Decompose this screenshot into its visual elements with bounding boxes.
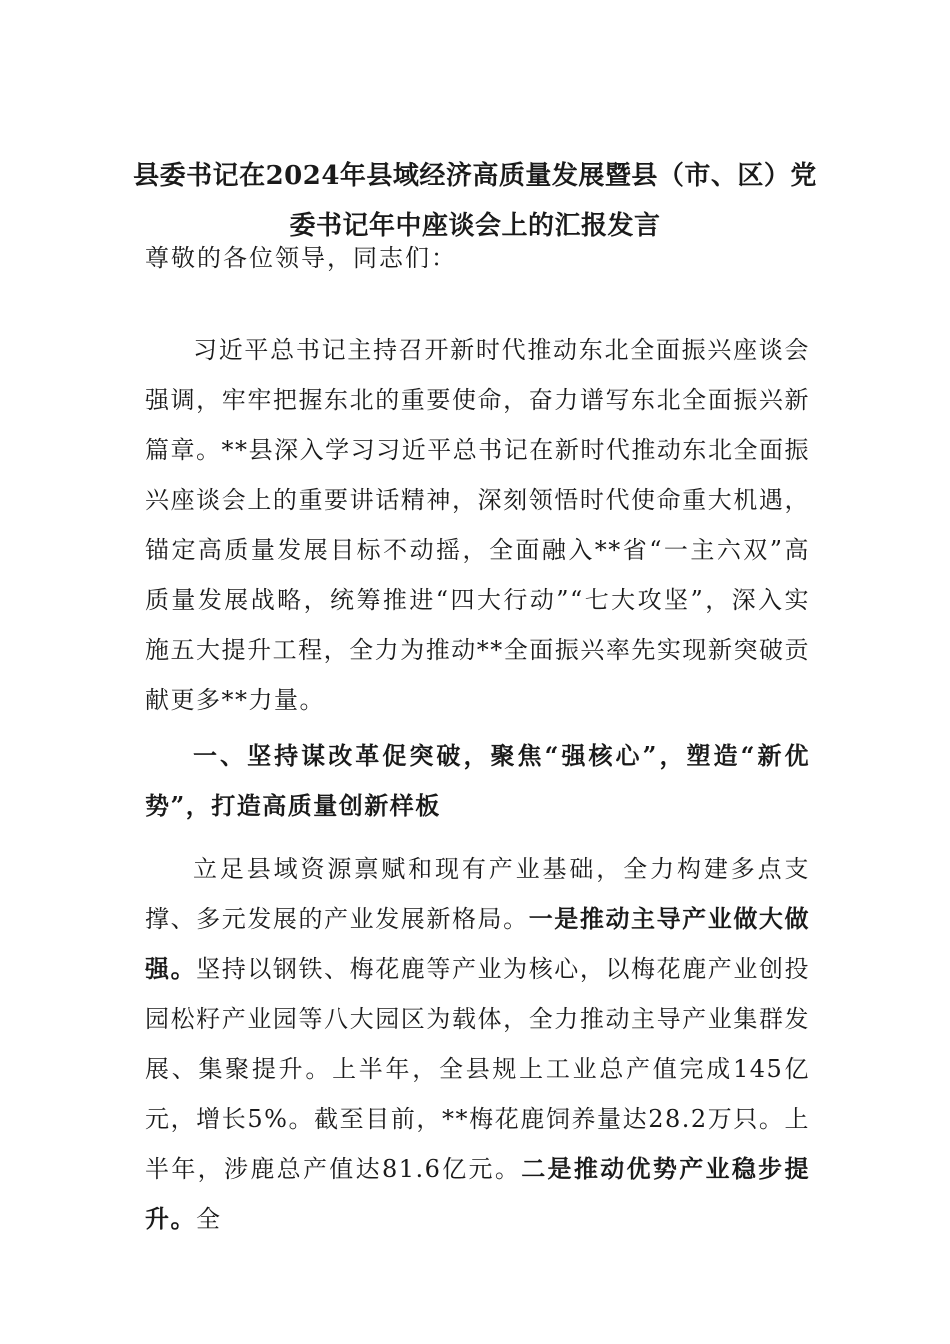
point-2-body: 全 bbox=[196, 1205, 222, 1233]
salutation: 尊敬的各位领导，同志们： bbox=[145, 244, 457, 272]
document-title-line-2: 委书记年中座谈会上的汇报发言 bbox=[289, 211, 661, 241]
point-1-heading: 一是推动主导产业做大做强。 bbox=[145, 904, 811, 983]
intro-paragraph: 习近平总书记主持召开新时代推动东北全面振兴座谈会强调，牢牢把握东北的重要使命，奋力谱写东北全面振兴新篇章。**县深入学习习近平总书记在新时代推动东北全面振兴座谈会上的重要讲话精神，深刻领悟时代使命重大机遇，锚定高质量发展目标不动摇，全面融入**省“一主六双”高质量发展战略，统筹推进“四大行动”“七大攻坚”，深入实施五大提升工程，全力为推动**全面振兴率先实现新突破贡献更多**力量。 bbox=[145, 336, 810, 714]
section-1-paragraph bbox=[145, 844, 811, 1233]
section-1-heading: 一、坚持谋改革促突破，聚焦“强核心”，塑造“新优势”，打造高质量创新样板 bbox=[145, 741, 810, 820]
paragraph-lead: 立足县域资源禀赋和现有产业基础，全力构建多点支撑、多元发展的产业发展新格局。 bbox=[145, 855, 810, 933]
document-title-line-1: 县委书记在2024年县域经济高质量发展暨县（市、区）党 bbox=[133, 161, 817, 191]
point-1-body: 坚持以钢铁、梅花鹿等产业为核心，以梅花鹿产业创投园松籽产业园等八大园区为载体，全力推动主导产业集群发展、集聚提升。上半年，全县规上工业总产值完成145亿元，增长5%。截至目前，**梅花鹿饲养量达28.2万只。上半年，涉鹿总产值达81.6亿元。 bbox=[145, 955, 811, 1183]
point-2-heading: 二是推动优势产业稳步提升。 bbox=[145, 1154, 811, 1233]
